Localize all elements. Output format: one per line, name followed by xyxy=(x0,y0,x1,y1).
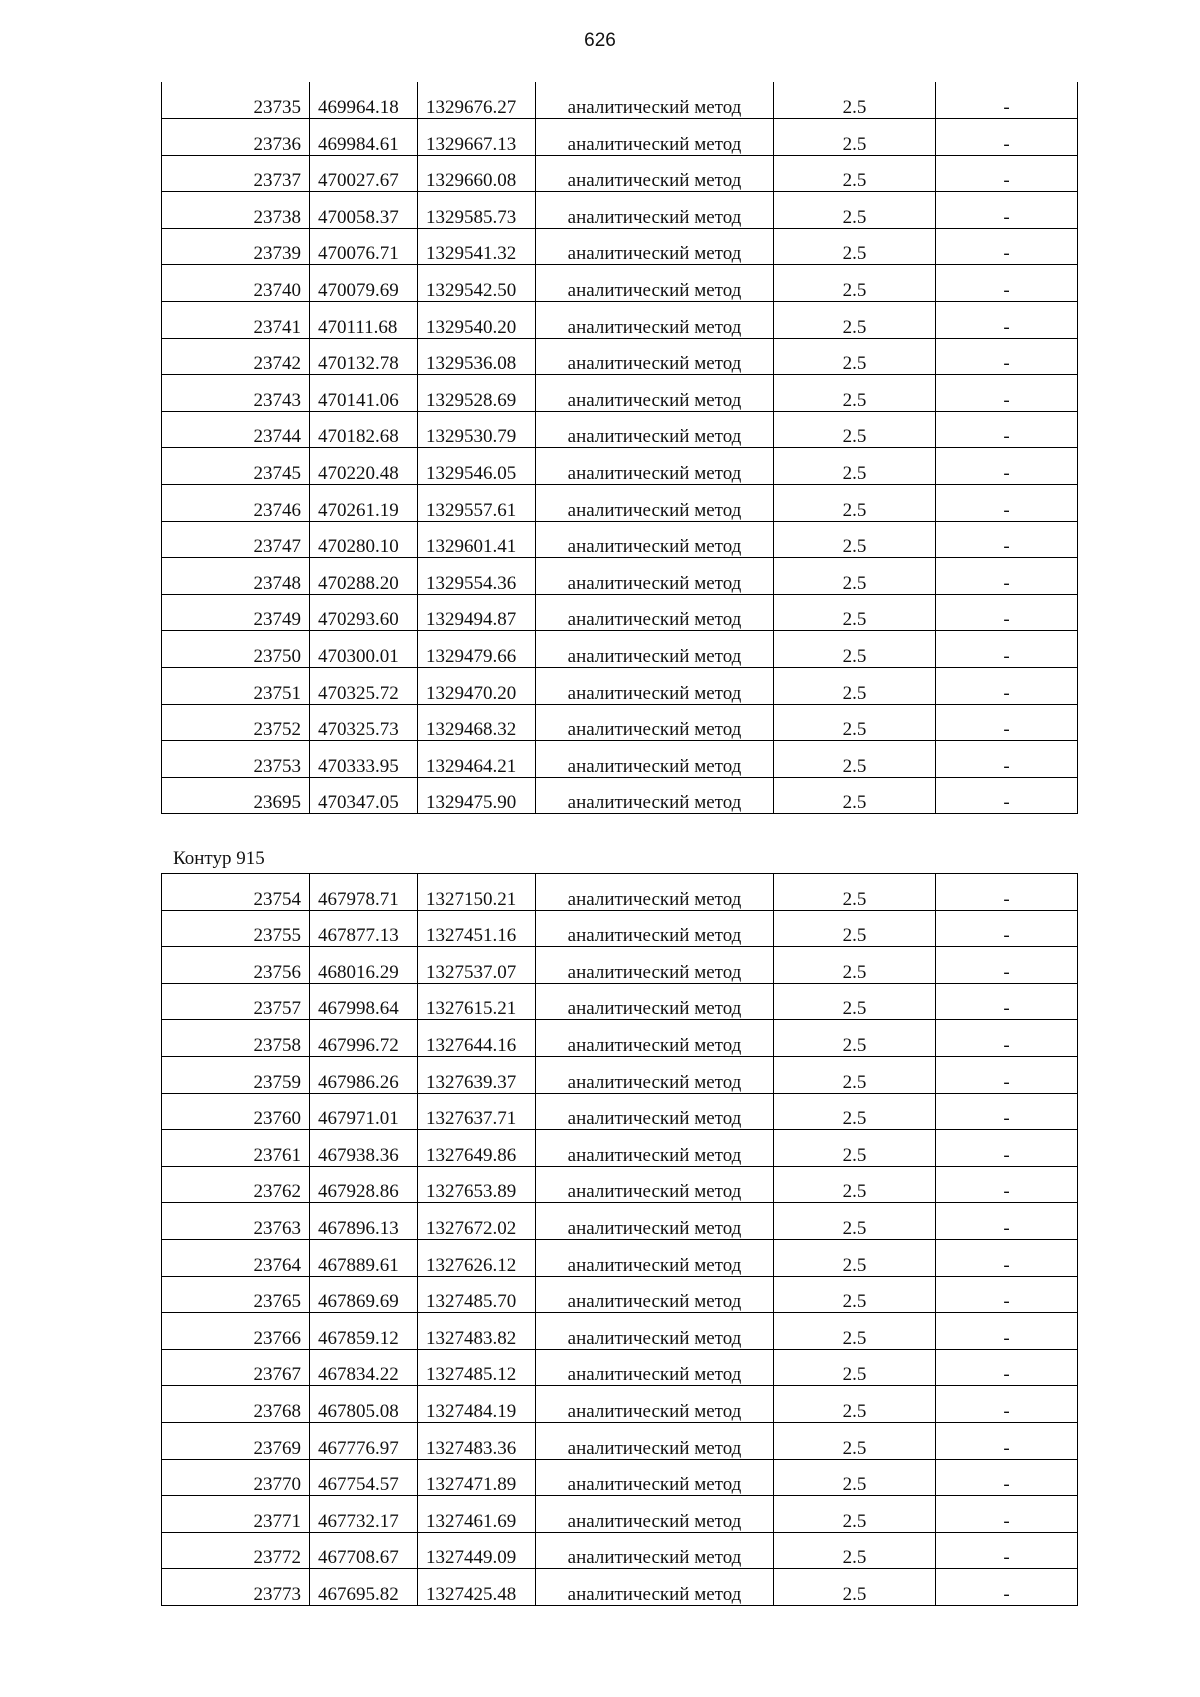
accuracy-cell: 2.5 xyxy=(774,1422,936,1459)
dash-cell: - xyxy=(936,521,1078,558)
method-cell: аналитический метод xyxy=(536,1459,774,1496)
dash-cell: - xyxy=(936,1313,1078,1350)
dash-cell: - xyxy=(936,1056,1078,1093)
x-coordinate-cell: 470261.19 xyxy=(310,485,418,522)
point-number-cell: 23760 xyxy=(162,1093,310,1130)
point-number-cell: 23744 xyxy=(162,411,310,448)
accuracy-cell: 2.5 xyxy=(774,594,936,631)
dash-cell: - xyxy=(936,228,1078,265)
accuracy-cell: 2.5 xyxy=(774,704,936,741)
accuracy-cell: 2.5 xyxy=(774,1459,936,1496)
point-number-cell: 23749 xyxy=(162,594,310,631)
dash-cell: - xyxy=(936,874,1078,911)
accuracy-cell: 2.5 xyxy=(774,558,936,595)
dash-cell: - xyxy=(936,558,1078,595)
y-coordinate-cell: 1329676.27 xyxy=(418,82,536,119)
table-row xyxy=(162,983,1078,1020)
y-coordinate-cell: 1327639.37 xyxy=(418,1056,536,1093)
method-cell: аналитический метод xyxy=(536,265,774,302)
y-coordinate-cell: 1329479.66 xyxy=(418,631,536,668)
dash-cell: - xyxy=(936,1166,1078,1203)
x-coordinate-cell: 467754.57 xyxy=(310,1459,418,1496)
table-row xyxy=(162,910,1078,947)
point-number-cell: 23751 xyxy=(162,668,310,705)
coordinates-table-kontur-915 xyxy=(161,873,1078,1606)
method-cell: аналитический метод xyxy=(536,411,774,448)
table-row xyxy=(162,1020,1078,1057)
point-number-cell: 23758 xyxy=(162,1020,310,1057)
dash-cell: - xyxy=(936,1386,1078,1423)
x-coordinate-cell: 467859.12 xyxy=(310,1313,418,1350)
y-coordinate-cell: 1329530.79 xyxy=(418,411,536,448)
table-row xyxy=(162,155,1078,192)
point-number-cell: 23771 xyxy=(162,1496,310,1533)
x-coordinate-cell: 470220.48 xyxy=(310,448,418,485)
method-cell: аналитический метод xyxy=(536,192,774,229)
method-cell: аналитический метод xyxy=(536,1532,774,1569)
dash-cell: - xyxy=(936,704,1078,741)
method-cell: аналитический метод xyxy=(536,1569,774,1606)
x-coordinate-cell: 467805.08 xyxy=(310,1386,418,1423)
dash-cell: - xyxy=(936,1496,1078,1533)
table-row xyxy=(162,1130,1078,1167)
table-row xyxy=(162,1422,1078,1459)
method-cell: аналитический метод xyxy=(536,1203,774,1240)
y-coordinate-cell: 1327644.16 xyxy=(418,1020,536,1057)
y-coordinate-cell: 1327484.19 xyxy=(418,1386,536,1423)
table-row xyxy=(162,1386,1078,1423)
table-row xyxy=(162,704,1078,741)
accuracy-cell: 2.5 xyxy=(774,228,936,265)
method-cell: аналитический метод xyxy=(536,155,774,192)
x-coordinate-cell: 467971.01 xyxy=(310,1093,418,1130)
y-coordinate-cell: 1329540.20 xyxy=(418,302,536,339)
point-number-cell: 23759 xyxy=(162,1056,310,1093)
point-number-cell: 23747 xyxy=(162,521,310,558)
x-coordinate-cell: 468016.29 xyxy=(310,947,418,984)
y-coordinate-cell: 1327626.12 xyxy=(418,1239,536,1276)
accuracy-cell: 2.5 xyxy=(774,265,936,302)
y-coordinate-cell: 1327483.36 xyxy=(418,1422,536,1459)
table-row xyxy=(162,1276,1078,1313)
dash-cell: - xyxy=(936,1422,1078,1459)
point-number-cell: 23770 xyxy=(162,1459,310,1496)
method-cell: аналитический метод xyxy=(536,521,774,558)
table-row xyxy=(162,947,1078,984)
method-cell: аналитический метод xyxy=(536,485,774,522)
table-row xyxy=(162,1349,1078,1386)
x-coordinate-cell: 470300.01 xyxy=(310,631,418,668)
accuracy-cell: 2.5 xyxy=(774,1349,936,1386)
table-row xyxy=(162,741,1078,778)
x-coordinate-cell: 470325.73 xyxy=(310,704,418,741)
method-cell: аналитический метод xyxy=(536,777,774,814)
point-number-cell: 23754 xyxy=(162,874,310,911)
dash-cell: - xyxy=(936,1239,1078,1276)
table-row xyxy=(162,874,1078,911)
point-number-cell: 23739 xyxy=(162,228,310,265)
dash-cell: - xyxy=(936,910,1078,947)
x-coordinate-cell: 470079.69 xyxy=(310,265,418,302)
table-row xyxy=(162,265,1078,302)
table-row xyxy=(162,1239,1078,1276)
method-cell: аналитический метод xyxy=(536,1020,774,1057)
table-row xyxy=(162,521,1078,558)
dash-cell: - xyxy=(936,411,1078,448)
table-row xyxy=(162,375,1078,412)
dash-cell: - xyxy=(936,983,1078,1020)
method-cell: аналитический метод xyxy=(536,448,774,485)
y-coordinate-cell: 1329660.08 xyxy=(418,155,536,192)
x-coordinate-cell: 467996.72 xyxy=(310,1020,418,1057)
y-coordinate-cell: 1327425.48 xyxy=(418,1569,536,1606)
accuracy-cell: 2.5 xyxy=(774,192,936,229)
accuracy-cell: 2.5 xyxy=(774,375,936,412)
point-number-cell: 23737 xyxy=(162,155,310,192)
y-coordinate-cell: 1329470.20 xyxy=(418,668,536,705)
method-cell: аналитический метод xyxy=(536,668,774,705)
y-coordinate-cell: 1327615.21 xyxy=(418,983,536,1020)
accuracy-cell: 2.5 xyxy=(774,983,936,1020)
x-coordinate-cell: 467869.69 xyxy=(310,1276,418,1313)
method-cell: аналитический метод xyxy=(536,947,774,984)
table-row xyxy=(162,1459,1078,1496)
x-coordinate-cell: 467986.26 xyxy=(310,1056,418,1093)
dash-cell: - xyxy=(936,1093,1078,1130)
x-coordinate-cell: 470347.05 xyxy=(310,777,418,814)
accuracy-cell: 2.5 xyxy=(774,631,936,668)
x-coordinate-cell: 467695.82 xyxy=(310,1569,418,1606)
accuracy-cell: 2.5 xyxy=(774,910,936,947)
dash-cell: - xyxy=(936,668,1078,705)
x-coordinate-cell: 470141.06 xyxy=(310,375,418,412)
method-cell: аналитический метод xyxy=(536,1276,774,1313)
dash-cell: - xyxy=(936,448,1078,485)
page-number: 626 xyxy=(584,30,616,51)
method-cell: аналитический метод xyxy=(536,910,774,947)
dash-cell: - xyxy=(936,594,1078,631)
accuracy-cell: 2.5 xyxy=(774,1239,936,1276)
dash-cell: - xyxy=(936,631,1078,668)
dash-cell: - xyxy=(936,119,1078,156)
y-coordinate-cell: 1329468.32 xyxy=(418,704,536,741)
coordinates-table-continued xyxy=(161,82,1078,814)
method-cell: аналитический метод xyxy=(536,741,774,778)
y-coordinate-cell: 1329494.87 xyxy=(418,594,536,631)
accuracy-cell: 2.5 xyxy=(774,448,936,485)
accuracy-cell: 2.5 xyxy=(774,1166,936,1203)
table-row xyxy=(162,302,1078,339)
method-cell: аналитический метод xyxy=(536,82,774,119)
point-number-cell: 23768 xyxy=(162,1386,310,1423)
dash-cell: - xyxy=(936,485,1078,522)
accuracy-cell: 2.5 xyxy=(774,1093,936,1130)
dash-cell: - xyxy=(936,741,1078,778)
accuracy-cell: 2.5 xyxy=(774,82,936,119)
method-cell: аналитический метод xyxy=(536,1056,774,1093)
y-coordinate-cell: 1327483.82 xyxy=(418,1313,536,1350)
x-coordinate-cell: 469964.18 xyxy=(310,82,418,119)
point-number-cell: 23740 xyxy=(162,265,310,302)
point-number-cell: 23741 xyxy=(162,302,310,339)
dash-cell: - xyxy=(936,1459,1078,1496)
table-row xyxy=(162,1532,1078,1569)
dash-cell: - xyxy=(936,1532,1078,1569)
method-cell: аналитический метод xyxy=(536,558,774,595)
x-coordinate-cell: 470027.67 xyxy=(310,155,418,192)
table-row xyxy=(162,1056,1078,1093)
y-coordinate-cell: 1327653.89 xyxy=(418,1166,536,1203)
table-row xyxy=(162,668,1078,705)
x-coordinate-cell: 467877.13 xyxy=(310,910,418,947)
point-number-cell: 23753 xyxy=(162,741,310,778)
method-cell: аналитический метод xyxy=(536,1166,774,1203)
y-coordinate-cell: 1329554.36 xyxy=(418,558,536,595)
x-coordinate-cell: 467708.67 xyxy=(310,1532,418,1569)
x-coordinate-cell: 469984.61 xyxy=(310,119,418,156)
x-coordinate-cell: 470058.37 xyxy=(310,192,418,229)
table-row xyxy=(162,777,1078,814)
point-number-cell: 23765 xyxy=(162,1276,310,1313)
y-coordinate-cell: 1329475.90 xyxy=(418,777,536,814)
x-coordinate-cell: 470182.68 xyxy=(310,411,418,448)
dash-cell: - xyxy=(936,1349,1078,1386)
method-cell: аналитический метод xyxy=(536,1386,774,1423)
y-coordinate-cell: 1327451.16 xyxy=(418,910,536,947)
x-coordinate-cell: 467776.97 xyxy=(310,1422,418,1459)
y-coordinate-cell: 1327471.89 xyxy=(418,1459,536,1496)
table-row xyxy=(162,411,1078,448)
table-row xyxy=(162,228,1078,265)
y-coordinate-cell: 1327649.86 xyxy=(418,1130,536,1167)
point-number-cell: 23750 xyxy=(162,631,310,668)
point-number-cell: 23769 xyxy=(162,1422,310,1459)
dash-cell: - xyxy=(936,155,1078,192)
accuracy-cell: 2.5 xyxy=(774,1569,936,1606)
method-cell: аналитический метод xyxy=(536,1130,774,1167)
x-coordinate-cell: 470132.78 xyxy=(310,338,418,375)
point-number-cell: 23766 xyxy=(162,1313,310,1350)
x-coordinate-cell: 470280.10 xyxy=(310,521,418,558)
x-coordinate-cell: 467928.86 xyxy=(310,1166,418,1203)
method-cell: аналитический метод xyxy=(536,631,774,668)
y-coordinate-cell: 1327461.69 xyxy=(418,1496,536,1533)
y-coordinate-cell: 1329542.50 xyxy=(418,265,536,302)
method-cell: аналитический метод xyxy=(536,1422,774,1459)
y-coordinate-cell: 1327537.07 xyxy=(418,947,536,984)
y-coordinate-cell: 1329464.21 xyxy=(418,741,536,778)
method-cell: аналитический метод xyxy=(536,1349,774,1386)
point-number-cell: 23752 xyxy=(162,704,310,741)
x-coordinate-cell: 467938.36 xyxy=(310,1130,418,1167)
dash-cell: - xyxy=(936,1020,1078,1057)
table-row xyxy=(162,1093,1078,1130)
table-row xyxy=(162,1166,1078,1203)
accuracy-cell: 2.5 xyxy=(774,1056,936,1093)
x-coordinate-cell: 470076.71 xyxy=(310,228,418,265)
method-cell: аналитический метод xyxy=(536,1313,774,1350)
accuracy-cell: 2.5 xyxy=(774,1203,936,1240)
table-row xyxy=(162,1496,1078,1533)
table-row xyxy=(162,1203,1078,1240)
point-number-cell: 23738 xyxy=(162,192,310,229)
point-number-cell: 23748 xyxy=(162,558,310,595)
accuracy-cell: 2.5 xyxy=(774,741,936,778)
y-coordinate-cell: 1329601.41 xyxy=(418,521,536,558)
point-number-cell: 23757 xyxy=(162,983,310,1020)
accuracy-cell: 2.5 xyxy=(774,1532,936,1569)
point-number-cell: 23735 xyxy=(162,82,310,119)
method-cell: аналитический метод xyxy=(536,302,774,339)
method-cell: аналитический метод xyxy=(536,228,774,265)
dash-cell: - xyxy=(936,1130,1078,1167)
y-coordinate-cell: 1327150.21 xyxy=(418,874,536,911)
y-coordinate-cell: 1329536.08 xyxy=(418,338,536,375)
accuracy-cell: 2.5 xyxy=(774,302,936,339)
x-coordinate-cell: 467978.71 xyxy=(310,874,418,911)
x-coordinate-cell: 470288.20 xyxy=(310,558,418,595)
y-coordinate-cell: 1327485.12 xyxy=(418,1349,536,1386)
y-coordinate-cell: 1329546.05 xyxy=(418,448,536,485)
table-row xyxy=(162,448,1078,485)
y-coordinate-cell: 1329667.13 xyxy=(418,119,536,156)
x-coordinate-cell: 470111.68 xyxy=(310,302,418,339)
table-row xyxy=(162,558,1078,595)
method-cell: аналитический метод xyxy=(536,594,774,631)
point-number-cell: 23746 xyxy=(162,485,310,522)
x-coordinate-cell: 470333.95 xyxy=(310,741,418,778)
point-number-cell: 23764 xyxy=(162,1239,310,1276)
accuracy-cell: 2.5 xyxy=(774,777,936,814)
accuracy-cell: 2.5 xyxy=(774,668,936,705)
point-number-cell: 23773 xyxy=(162,1569,310,1606)
dash-cell: - xyxy=(936,375,1078,412)
table-row xyxy=(162,1313,1078,1350)
method-cell: аналитический метод xyxy=(536,983,774,1020)
dash-cell: - xyxy=(936,82,1078,119)
point-number-cell: 23763 xyxy=(162,1203,310,1240)
x-coordinate-cell: 467896.13 xyxy=(310,1203,418,1240)
table-row xyxy=(162,485,1078,522)
y-coordinate-cell: 1329541.32 xyxy=(418,228,536,265)
accuracy-cell: 2.5 xyxy=(774,485,936,522)
x-coordinate-cell: 467834.22 xyxy=(310,1349,418,1386)
method-cell: аналитический метод xyxy=(536,1093,774,1130)
point-number-cell: 23762 xyxy=(162,1166,310,1203)
method-cell: аналитический метод xyxy=(536,1496,774,1533)
table-row xyxy=(162,192,1078,229)
x-coordinate-cell: 467998.64 xyxy=(310,983,418,1020)
dash-cell: - xyxy=(936,1569,1078,1606)
accuracy-cell: 2.5 xyxy=(774,1020,936,1057)
point-number-cell: 23736 xyxy=(162,119,310,156)
method-cell: аналитический метод xyxy=(536,1239,774,1276)
accuracy-cell: 2.5 xyxy=(774,947,936,984)
table-row xyxy=(162,338,1078,375)
y-coordinate-cell: 1327485.70 xyxy=(418,1276,536,1313)
dash-cell: - xyxy=(936,1276,1078,1313)
x-coordinate-cell: 467889.61 xyxy=(310,1239,418,1276)
x-coordinate-cell: 470293.60 xyxy=(310,594,418,631)
method-cell: аналитический метод xyxy=(536,338,774,375)
point-number-cell: 23755 xyxy=(162,910,310,947)
accuracy-cell: 2.5 xyxy=(774,521,936,558)
method-cell: аналитический метод xyxy=(536,704,774,741)
x-coordinate-cell: 467732.17 xyxy=(310,1496,418,1533)
accuracy-cell: 2.5 xyxy=(774,1130,936,1167)
method-cell: аналитический метод xyxy=(536,375,774,412)
point-number-cell: 23756 xyxy=(162,947,310,984)
y-coordinate-cell: 1329557.61 xyxy=(418,485,536,522)
dash-cell: - xyxy=(936,338,1078,375)
dash-cell: - xyxy=(936,192,1078,229)
dash-cell: - xyxy=(936,1203,1078,1240)
dash-cell: - xyxy=(936,265,1078,302)
table-row xyxy=(162,594,1078,631)
accuracy-cell: 2.5 xyxy=(774,1386,936,1423)
point-number-cell: 23695 xyxy=(162,777,310,814)
accuracy-cell: 2.5 xyxy=(774,411,936,448)
table-row xyxy=(162,119,1078,156)
dash-cell: - xyxy=(936,302,1078,339)
point-number-cell: 23745 xyxy=(162,448,310,485)
point-number-cell: 23743 xyxy=(162,375,310,412)
accuracy-cell: 2.5 xyxy=(774,119,936,156)
accuracy-cell: 2.5 xyxy=(774,874,936,911)
point-number-cell: 23767 xyxy=(162,1349,310,1386)
y-coordinate-cell: 1327637.71 xyxy=(418,1093,536,1130)
y-coordinate-cell: 1329528.69 xyxy=(418,375,536,412)
point-number-cell: 23772 xyxy=(162,1532,310,1569)
y-coordinate-cell: 1327672.02 xyxy=(418,1203,536,1240)
accuracy-cell: 2.5 xyxy=(774,1496,936,1533)
accuracy-cell: 2.5 xyxy=(774,155,936,192)
table-row xyxy=(162,1569,1078,1606)
table-row xyxy=(162,631,1078,668)
section-label-kontur-915: Контур 915 xyxy=(173,848,265,869)
accuracy-cell: 2.5 xyxy=(774,1276,936,1313)
method-cell: аналитический метод xyxy=(536,874,774,911)
dash-cell: - xyxy=(936,947,1078,984)
y-coordinate-cell: 1329585.73 xyxy=(418,192,536,229)
table-row xyxy=(162,82,1078,119)
dash-cell: - xyxy=(936,777,1078,814)
point-number-cell: 23761 xyxy=(162,1130,310,1167)
x-coordinate-cell: 470325.72 xyxy=(310,668,418,705)
y-coordinate-cell: 1327449.09 xyxy=(418,1532,536,1569)
accuracy-cell: 2.5 xyxy=(774,338,936,375)
accuracy-cell: 2.5 xyxy=(774,1313,936,1350)
point-number-cell: 23742 xyxy=(162,338,310,375)
method-cell: аналитический метод xyxy=(536,119,774,156)
